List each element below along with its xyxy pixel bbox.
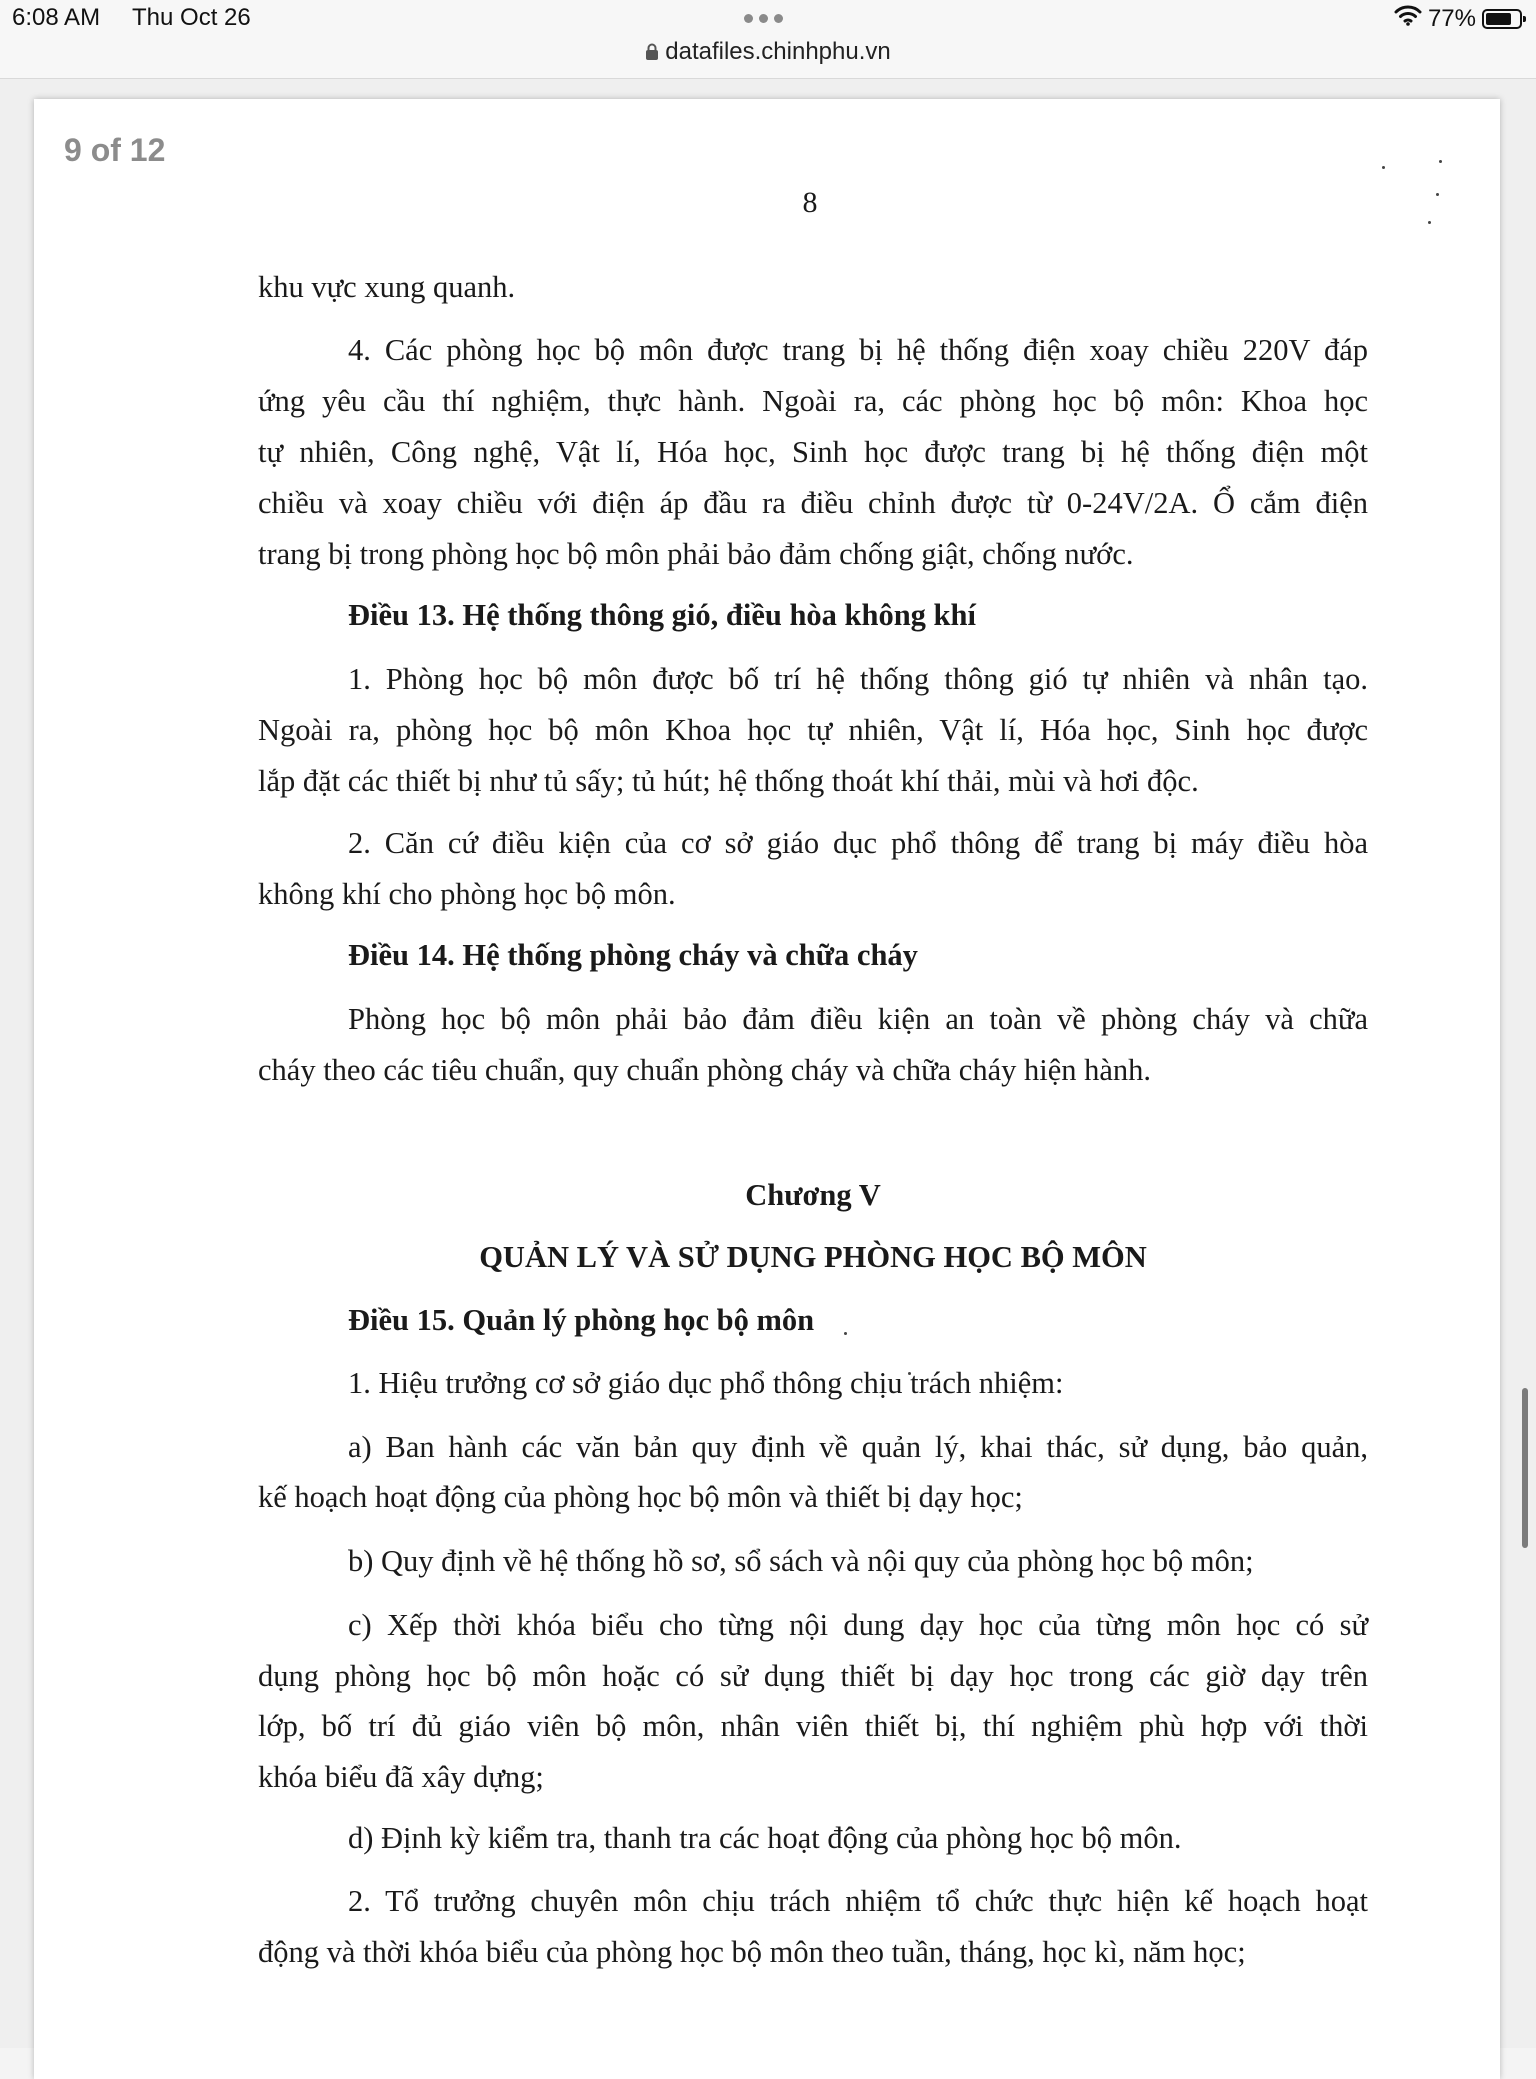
text-line: a) Ban hành các văn bản quy định về quản lý, khai thác, sử dụng, bảo quản, bbox=[348, 1430, 1368, 1464]
address-bar[interactable] bbox=[0, 38, 1536, 68]
section-heading: Điều 14. Hệ thống phòng cháy và chữa cháy bbox=[348, 938, 918, 972]
status-bar bbox=[0, 0, 1536, 79]
text-line: khu vực xung quanh. bbox=[258, 270, 516, 304]
text-line: lắp đặt các thiết bị như tủ sấy; tủ hút; hệ thống thoát khí thải, mùi và hơi độc. bbox=[258, 764, 1199, 798]
text-line: dụng phòng học bộ môn hoặc có sử dụng thiết bị dạy học trong các giờ dạy trên bbox=[258, 1659, 1368, 1693]
text-line: trang bị trong phòng học bộ môn phải bảo đảm chống giật, chống nước. bbox=[258, 537, 1134, 571]
text-line: cháy theo các tiêu chuẩn, quy chuẩn phòng cháy và chữa cháy hiện hành. bbox=[258, 1053, 1152, 1087]
text-line: 1. Hiệu trưởng cơ sở giáo dục phổ thông chịu trách nhiệm: bbox=[348, 1366, 1064, 1400]
chapter-title: Chương V bbox=[745, 1178, 881, 1212]
url-text: datafiles.chinhphu.vn bbox=[665, 38, 891, 65]
text-line: khóa biểu đã xây dựng; bbox=[258, 1760, 544, 1794]
text-line: 1. Phòng học bộ môn được bố trí hệ thống thông gió tự nhiên và nhân tạo. bbox=[348, 662, 1368, 696]
text-line: 2. Tổ trưởng chuyên môn chịu trách nhiệm tổ chức thực hiện kế hoạch hoạt bbox=[348, 1884, 1368, 1918]
page-number: 8 bbox=[802, 186, 818, 219]
text-line: chiều và xoay chiều với điện áp đầu ra điều chỉnh được từ 0-24V/2A. Ổ cắm điện bbox=[258, 486, 1368, 520]
status-indicators bbox=[1394, 4, 1522, 33]
text-line: 4. Các phòng học bộ môn được trang bị hệ thống điện xoay chiều 220V đáp bbox=[348, 333, 1368, 367]
page-indicator: 9 of 12 bbox=[64, 132, 166, 168]
status-time: 6:08 AM bbox=[12, 4, 101, 31]
text-line: kế hoạch hoạt động của phòng học bộ môn và thiết bị dạy học; bbox=[258, 1480, 1023, 1514]
text-line: 2. Căn cứ điều kiện của cơ sở giáo dục phổ thông để trang bị máy điều hòa bbox=[348, 826, 1368, 860]
text-line: d) Định kỳ kiểm tra, thanh tra các hoạt động của phòng học bộ môn. bbox=[348, 1821, 1182, 1855]
scroll-indicator[interactable] bbox=[1522, 1388, 1528, 1548]
battery-percent: 77% bbox=[1427, 4, 1476, 32]
text-line: ứng yêu cầu thí nghiệm, thực hành. Ngoài ra, các phòng học bộ môn: Khoa học bbox=[258, 384, 1368, 418]
status-date: Thu Oct 26 bbox=[132, 4, 251, 31]
text-line: c) Xếp thời khóa biểu cho từng nội dung dạy học của từng môn học có sử bbox=[348, 1608, 1368, 1642]
battery-icon bbox=[1482, 9, 1522, 29]
section-heading: Điều 15. Quản lý phòng học bộ môn bbox=[348, 1303, 815, 1337]
text-line: tự nhiên, Công nghệ, Vật lí, Hóa học, Sinh học được trang bị hệ thống điện một bbox=[258, 435, 1368, 469]
text-line: b) Quy định về hệ thống hồ sơ, sổ sách và nội quy của phòng học bộ môn; bbox=[348, 1544, 1254, 1578]
chapter-subtitle: QUẢN LÝ VÀ SỬ DỤNG PHÒNG HỌC BỘ MÔN bbox=[479, 1240, 1147, 1274]
text-line: không khí cho phòng học bộ môn. bbox=[258, 877, 676, 911]
wifi-icon bbox=[1394, 4, 1422, 33]
text-line: lớp, bố trí đủ giáo viên bộ môn, nhân viên thiết bị, thí nghiệm phù hợp với thời bbox=[258, 1709, 1368, 1743]
multitasking-dots-icon[interactable] bbox=[744, 14, 783, 23]
lock-icon bbox=[645, 40, 659, 68]
text-line: Ngoài ra, phòng học bộ môn Khoa học tự nhiên, Vật lí, Hóa học, Sinh học được bbox=[258, 713, 1368, 747]
section-heading: Điều 13. Hệ thống thông gió, điều hòa không khí bbox=[348, 598, 976, 632]
text-line: Phòng học bộ môn phải bảo đảm điều kiện an toàn về phòng cháy và chữa bbox=[348, 1002, 1368, 1036]
text-line: động và thời khóa biểu của phòng học bộ môn theo tuần, tháng, học kì, năm học; bbox=[258, 1935, 1246, 1969]
